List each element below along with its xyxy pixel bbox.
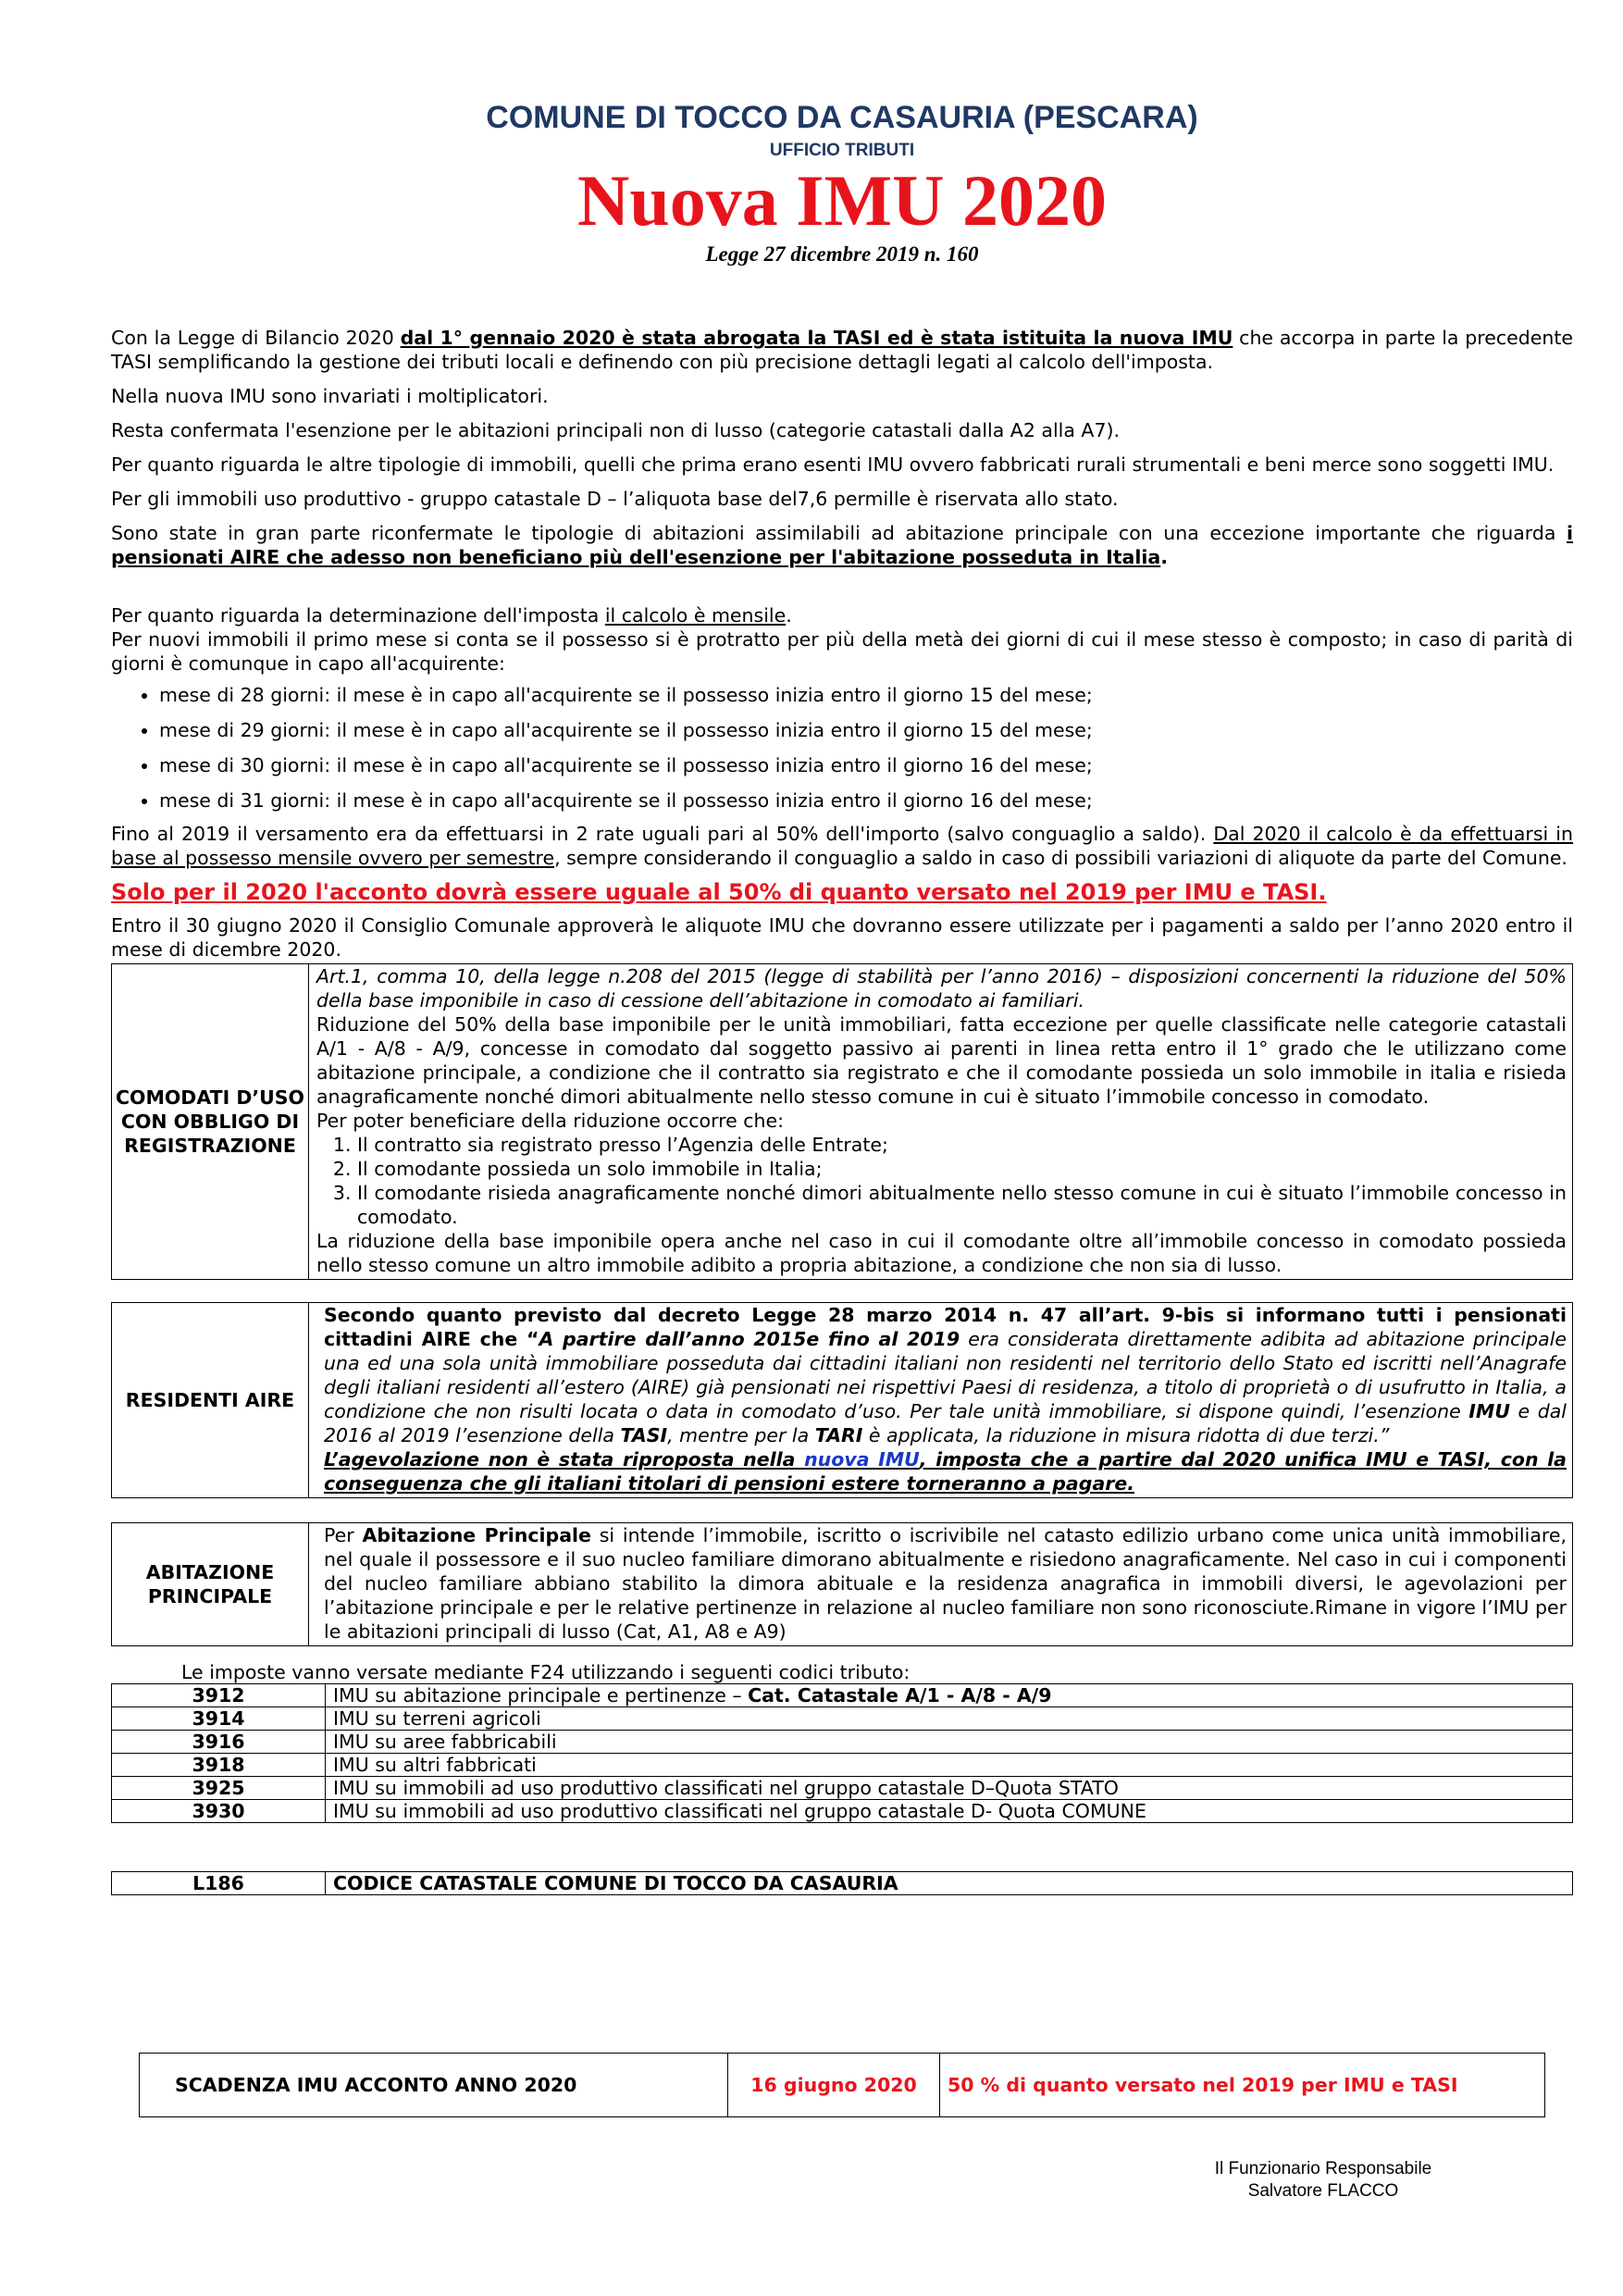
comodati-label: COMODATI D’USO CON OBBLIGO DI REGISTRAZIONE xyxy=(112,964,309,1280)
scadenza-date: 16 giugno 2020 xyxy=(728,2054,940,2117)
comodati-p1: Riduzione del 50% della base imponibile per le unità immobiliari, fatta eccezione per quelle classificate nelle categorie catastali A/1 - A/8 - A/9, concesse in comodato dal soggetto passivo ai parenti in linea retta entro il 1° grado che le utilizzano come abitazione principale, a condizione che il contratto sia registrato e che il comodante possieda un solo immobile in italia e risieda anagraficamente nonché dimori abitualmente nello stesso comune in cui è situato l’immobile concesso in comodato. xyxy=(316,1013,1567,1108)
aire-paragraph: Secondo quanto previsto dal decreto Legge 28 marzo 2014 n. 47 all’art. 9-bis si informano tutti i pensionati cittadini AIRE che “A partire dall’anno 2015e fino al 2019 era considerata direttamente adibita ad abitazione principale una ed una sola unità immobiliare posseduta dai cittadini italiani non residenti nel territorio dello Stato ed iscritti nell’Anagrafe degli italiani residenti all’estero (AIRE) già pensionati nei rispettivi Paesi di residenza, a titolo di proprietà o di usufrutto in Italia, a condizione che non risulti locata o data in comodato d’uso. Per tale unità immobiliare, si dispone quindi, l’esenzione IMU e dal 2016 al 2019 l’esenzione della TASI, mentre per la TARI è applicata, la riduzione in misura ridotta di due terzi.” xyxy=(324,1304,1567,1446)
comune-heading: COMUNE DI TOCCO DA CASAURIA (PESCARA) xyxy=(486,100,1198,135)
aire-note: L’agevolazione non è stata riproposta nella nuova IMU, imposta che a partire dal 2020 unifica IMU e TASI, con la conseguenza che gli italiani titolari di pensioni estere torneranno a pagare. xyxy=(324,1448,1567,1495)
intro-paragraph-9: Fino al 2019 il versamento era da effettuarsi in 2 rate uguali pari al 50% dell'importo (salvo conguaglio a saldo). Dal 2020 il calcolo è da effettuarsi in base al possesso mensile ovvero per semestre, sempre considerando il conguaglio a saldo in caso di possibili variazioni di aliquote da parte del Comune. xyxy=(111,823,1573,869)
intro-paragraph-7: Per quanto riguarda la determinazione dell'imposta il calcolo è mensile. xyxy=(111,604,792,627)
comodati-p2: Per poter beneficiare della riduzione occorre che: xyxy=(316,1110,785,1132)
aire-content xyxy=(309,1303,1573,1498)
list-item: 2. Il comodante possieda un solo immobile in Italia; xyxy=(357,1157,1567,1181)
table-row: 3912 IMU su abitazione principale e pertinenze – Cat. Catastale A/1 - A/8 - A/9 xyxy=(112,1684,1573,1707)
scadenza-note: 50 % di quanto versato nel 2019 per IMU e TASI xyxy=(940,2054,1545,2117)
list-item: • mese di 29 giorni: il mese è in capo all'acquirente se il possesso inizia entro il giorno 15 del mese; xyxy=(159,718,1573,742)
intro-paragraph-6: Sono state in gran parte riconfermate le tipologie di abitazioni assimilabili ad abitazione principale con una eccezione importante che riguarda i pensionati AIRE che adesso non beneficiano più dell'esenzione per l'abitazione posseduta in Italia. xyxy=(111,522,1573,568)
scadenza-label: SCADENZA IMU ACCONTO ANNO 2020 xyxy=(140,2054,728,2117)
table-row: 3925 IMU su immobili ad uso produttivo classificati nel gruppo catastale D–Quota STATO xyxy=(112,1777,1573,1800)
comodati-p3: La riduzione della base imponibile opera anche nel caso in cui il comodante oltre all’immobile concesso in comodato possieda nello stesso comune un altro immobile adibito a propria abitazione, a condizione che non sia di lusso. xyxy=(316,1230,1567,1276)
comodati-content xyxy=(309,964,1573,1280)
comodati-table xyxy=(111,963,1573,1280)
comodati-art: Art.1, comma 10, della legge n.208 del 2015 (legge di stabilità per l’anno 2016) – disposizioni concernenti la riduzione del 50% della base imponibile in caso di cessione dell’abitazione in comodato ai familiari. xyxy=(316,965,1567,1011)
list-item: 1. Il contratto sia registrato presso l’Agenzia delle Entrate; xyxy=(357,1133,1567,1157)
table-row: L186 CODICE CATASTALE COMUNE DI TOCCO DA CASAURIA xyxy=(112,1872,1573,1895)
codici-intro: Le imposte vanno versate mediante F24 utilizzando i seguenti codici tributo: xyxy=(181,1661,911,1683)
aire-label: RESIDENTI AIRE xyxy=(112,1303,309,1498)
intro-paragraph-1: Con la Legge di Bilancio 2020 dal 1° gennaio 2020 è stata abrogata la TASI ed è stata istituita la nuova IMU che accorpa in parte la precedente TASI semplificando la gestione dei tributi locali e definendo con più precisione dettagli legati al calcolo dell'imposta. xyxy=(111,327,1574,373)
intro-paragraph-8: Per nuovi immobili il primo mese si conta se il possesso si è protratto per più della metà dei giorni di cui il mese stesso è composto; in caso di parità di giorni è comunque in capo all'acquirente: xyxy=(111,628,1573,675)
intro-paragraph-3: Resta confermata l'esenzione per le abitazioni principali non di lusso (categorie catastali dalla A2 alla A7). xyxy=(111,419,1121,441)
abitazione-table xyxy=(111,1522,1573,1646)
scadenza-table xyxy=(139,2053,1545,2117)
signature-name: Salvatore FLACCO xyxy=(1247,2181,1399,2201)
intro-paragraph-4: Per quanto riguarda le altre tipologie di immobili, quelli che prima erano esenti IMU ovvero fabbricati rurali strumentali e beni merce sono soggetti IMU. xyxy=(111,453,1555,476)
table-row: 3918 IMU su altri fabbricati xyxy=(112,1754,1573,1777)
intro-paragraph-2: Nella nuova IMU sono invariati i moltiplicatori. xyxy=(111,385,549,407)
codici-tributo-table xyxy=(111,1683,1573,1823)
intro-paragraph-10: Entro il 30 giugno 2020 il Consiglio Comunale approverà le aliquote IMU che dovranno essere utilizzate per i pagamenti a saldo per l’anno 2020 entro il mese di dicembre 2020. xyxy=(111,914,1573,961)
ufficio-heading: UFFICIO TRIBUTI xyxy=(769,141,915,160)
abitazione-label: ABITAZIONE PRINCIPALE xyxy=(112,1523,309,1646)
intro-paragraph-5: Per gli immobili uso produttivo - gruppo catastale D – l’aliquota base del7,6 permille è riservata allo stato. xyxy=(111,488,1119,510)
acconto-notice: Solo per il 2020 l'acconto dovrà essere uguale al 50% di quanto versato nel 2019 per IMU e TASI. xyxy=(111,879,1327,905)
list-item: • mese di 31 giorni: il mese è in capo all'acquirente se il possesso inizia entro il giorno 16 del mese; xyxy=(159,788,1573,813)
table-row: 3916 IMU su aree fabbricabili xyxy=(112,1731,1573,1754)
aire-table xyxy=(111,1302,1573,1498)
list-item: • mese di 28 giorni: il mese è in capo all'acquirente se il possesso inizia entro il giorno 15 del mese; xyxy=(159,683,1573,707)
list-item: • mese di 30 giorni: il mese è in capo all'acquirente se il possesso inizia entro il giorno 16 del mese; xyxy=(159,753,1573,777)
nuova-imu-link[interactable]: nuova IMU xyxy=(804,1448,920,1471)
signature-role: Il Funzionario Responsabile xyxy=(1214,2159,1432,2178)
page-title: Nuova IMU 2020 xyxy=(576,160,1107,241)
list-item: 3. Il comodante risieda anagraficamente nonché dimori abitualmente nello stesso comune in cui è situato l’immobile concesso in comodato. xyxy=(357,1181,1567,1229)
comodati-conditions xyxy=(316,1133,1567,1229)
codice-catastale-table xyxy=(111,1871,1573,1895)
table-row: 3930 IMU su immobili ad uso produttivo classificati nel gruppo catastale D- Quota COMUNE xyxy=(112,1800,1573,1823)
signature-block xyxy=(1184,2158,1462,2203)
abitazione-content: Per Abitazione Principale si intende l’immobile, iscritto o iscrivibile nel catasto edilizio urbano come unica unità immobiliare, nel quale il possessore e il suo nucleo familiare dimorano abitualmente e risiedono anagraficamente. Nel caso in cui i componenti del nucleo familiare abbiano stabilito la dimora abituale e la residenza anagrafica in immobili diversi, le agevolazioni per l’abitazione principale e per le relative pertinenze in relazione al nucleo familiare non sono riconosciute.Rimane in vigore l’IMU per le abitazioni principali di lusso (Cat, A1, A8 e A9) xyxy=(309,1523,1573,1646)
table-row: 3914 IMU su terreni agricoli xyxy=(112,1707,1573,1731)
month-rules-list xyxy=(111,683,1573,813)
legge-subtitle: Legge 27 dicembre 2019 n. 160 xyxy=(705,242,979,266)
document-body xyxy=(111,326,1573,1895)
